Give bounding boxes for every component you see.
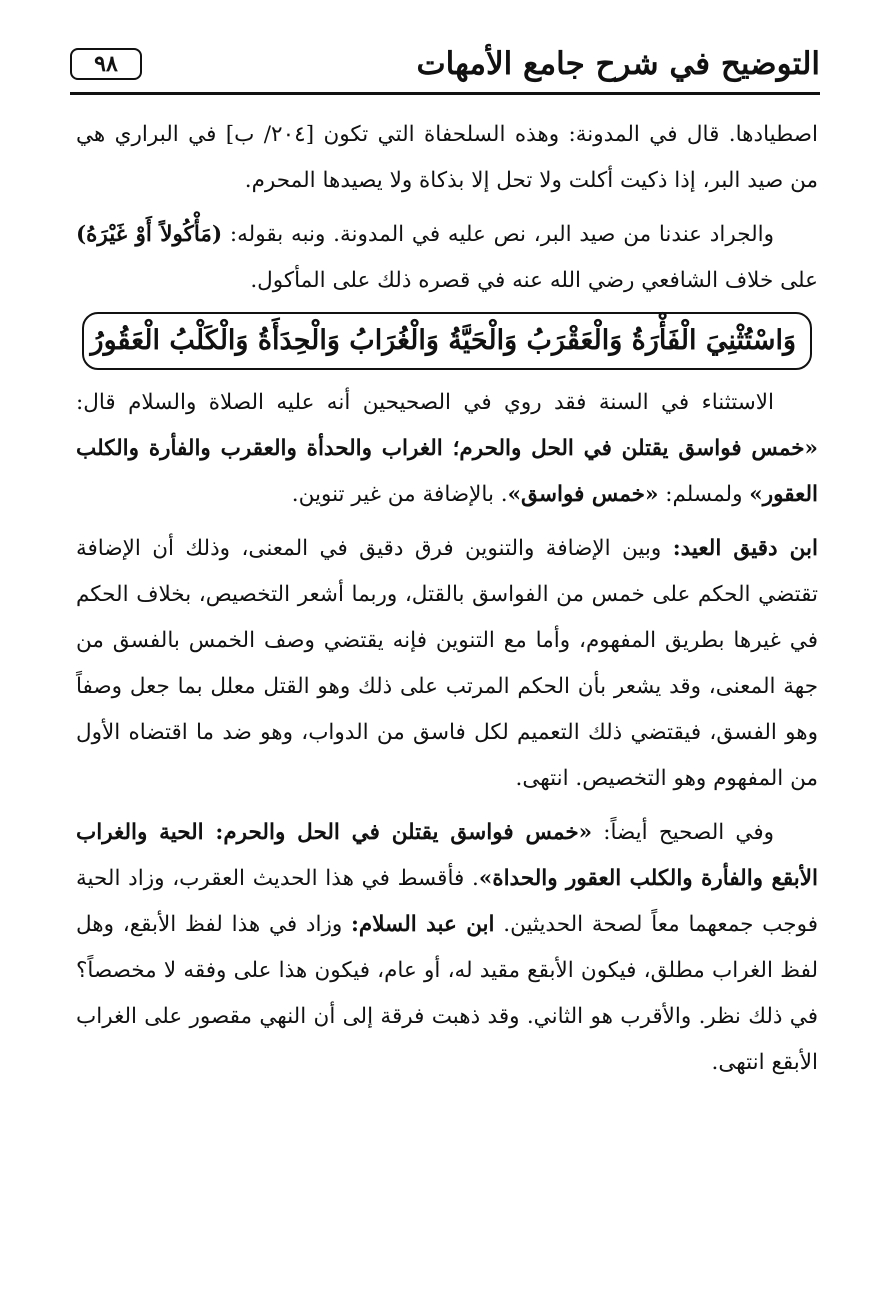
hadith-quote-short: «خمس فواسق»	[507, 482, 659, 507]
paragraph-2	[76, 212, 818, 304]
paragraph-5-text-c: وزاد في هذا لفظ الأبقع، وهل لفظ الغراب مطلق، فيكون الأبقع مقيد له، أو عام، فيكون هذا على وفقه لا مخصصاً؟ في ذلك نظر. والأقرب هو الثاني. وقد ذهبت فرقة إلى أن النهي مقصور على الغراب الأبقع انتهى.	[76, 912, 818, 1075]
paragraph-4	[76, 526, 818, 802]
paragraph-2-text-b: على خلاف الشافعي رضي الله عنه في قصره ذلك على المأكول.	[250, 268, 818, 293]
speaker-ibn-daqiq-al-id: ابن دقيق العيد:	[672, 536, 819, 561]
page-header	[70, 42, 820, 95]
speaker-ibn-abd-al-salam: ابن عبد السلام:	[350, 912, 495, 937]
paragraph-3	[76, 380, 818, 518]
paragraph-4-text: وبين الإضافة والتنوين فرق دقيق في المعنى، وذلك أن الإضافة تقتضي الحكم على خمس من الفواسق بالقتل، وربما أشعر التخصيص، بخلاف الحكم في غيرها بطريق المفهوم، وأما مع التنوين فإنه يقتضي وصف الخمس بالفسق من جهة المعنى، وقد يشعر بأن الحكم المرتب على ذلك وهو القتل معلل بما جعل وصفاً وهو الفسق، فيقتضي ذلك التعميم لكل فاسق من الدواب، وهو ضد ما اقتضاه الأول من المفهوم وهو التخصيص. انتهى.	[76, 536, 818, 791]
paragraph-3-text-b: ولمسلم:	[658, 482, 750, 507]
paragraph-5-text-b: . فأقسط في هذا الحديث العقرب، وزاد الحية فوجب جمعهما معاً لصحة الحديثين.	[76, 866, 818, 937]
paragraph-5	[76, 810, 818, 1086]
matn-quote: (مَأْكُولاً أَوْ غَيْرَهُ)	[76, 222, 223, 247]
paragraph-2-text-a: والجراد عندنا من صيد البر، نص عليه في المدونة. ونبه بقوله:	[222, 222, 775, 247]
paragraph-1-text: اصطيادها. قال في المدونة: وهذه السلحفاة التي تكون [٢٠٤/ ب] في البراري هي من صيد البر، إذا ذكيت أكلت ولا تحل إلا بذكاة ولا يصيدها المحرم.	[76, 122, 818, 193]
running-title: التوضيح في شرح جامع الأمهات	[416, 46, 820, 82]
matn-lemma-box	[82, 312, 812, 370]
paragraph-5-text-a: وفي الصحيح أيضاً:	[592, 820, 774, 845]
body-text	[76, 112, 818, 1086]
paragraph-3-text-a: الاستثناء في السنة فقد روي في الصحيحين أنه عليه الصلاة والسلام قال:	[76, 390, 774, 415]
hadith-quote-2: «خمس فواسق يقتلن في الحل والحرم: الحية والغراب الأبقع والفأرة والكلب العقور والحداة»	[76, 820, 818, 891]
paragraph-1	[76, 112, 818, 204]
hadith-quote: «خمس فواسق يقتلن في الحل والحرم؛ الغراب والحدأة والعقرب والفأرة والكلب العقور»	[76, 436, 818, 507]
paragraph-3-text-c: . بالإضافة من غير تنوين.	[291, 482, 508, 507]
page-number: ٩٨	[70, 48, 142, 80]
matn-lemma-text: وَاسْتُثْنِيَ الْفَأْرَةُ وَالْعَقْرَبُ وَالْحَيَّةُ وَالْغُرَابُ وَالْحِدَأَةُ وَالْكَلْبُ الْعَقُورُ	[90, 325, 796, 356]
